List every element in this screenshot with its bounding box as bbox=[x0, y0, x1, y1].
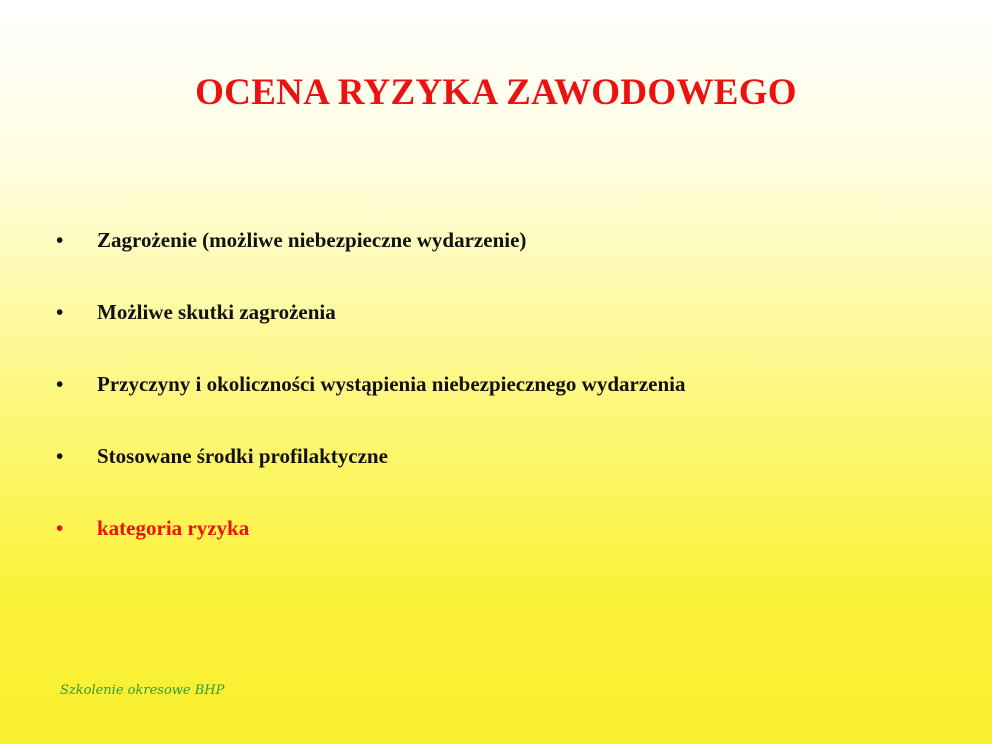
bullet-icon: • bbox=[56, 516, 64, 540]
bullet-text: Stosowane środki profilaktyczne bbox=[97, 444, 388, 468]
bullet-icon: • bbox=[56, 372, 64, 396]
bullet-icon: • bbox=[56, 300, 64, 324]
bullet-item-causes bbox=[56, 372, 686, 444]
bullet-item-risk-category bbox=[56, 516, 686, 588]
bullet-list bbox=[56, 228, 686, 588]
bullet-item-measures bbox=[56, 444, 686, 516]
bullet-text: kategoria ryzyka bbox=[97, 516, 250, 540]
bullet-text: Zagrożenie (możliwe niebezpieczne wydarzenie) bbox=[97, 228, 527, 252]
slide-footer: Szkolenie okresowe BHP bbox=[60, 683, 225, 698]
bullet-item-hazard bbox=[56, 228, 686, 300]
slide-title: OCENA RYZYKA ZAWODOWEGO bbox=[195, 72, 797, 113]
bullet-item-effects bbox=[56, 300, 686, 372]
bullet-text: Przyczyny i okoliczności wystąpienia niebezpiecznego wydarzenia bbox=[97, 372, 686, 396]
bullet-icon: • bbox=[56, 444, 64, 468]
bullet-text: Możliwe skutki zagrożenia bbox=[97, 300, 336, 324]
bullet-icon: • bbox=[56, 228, 64, 252]
